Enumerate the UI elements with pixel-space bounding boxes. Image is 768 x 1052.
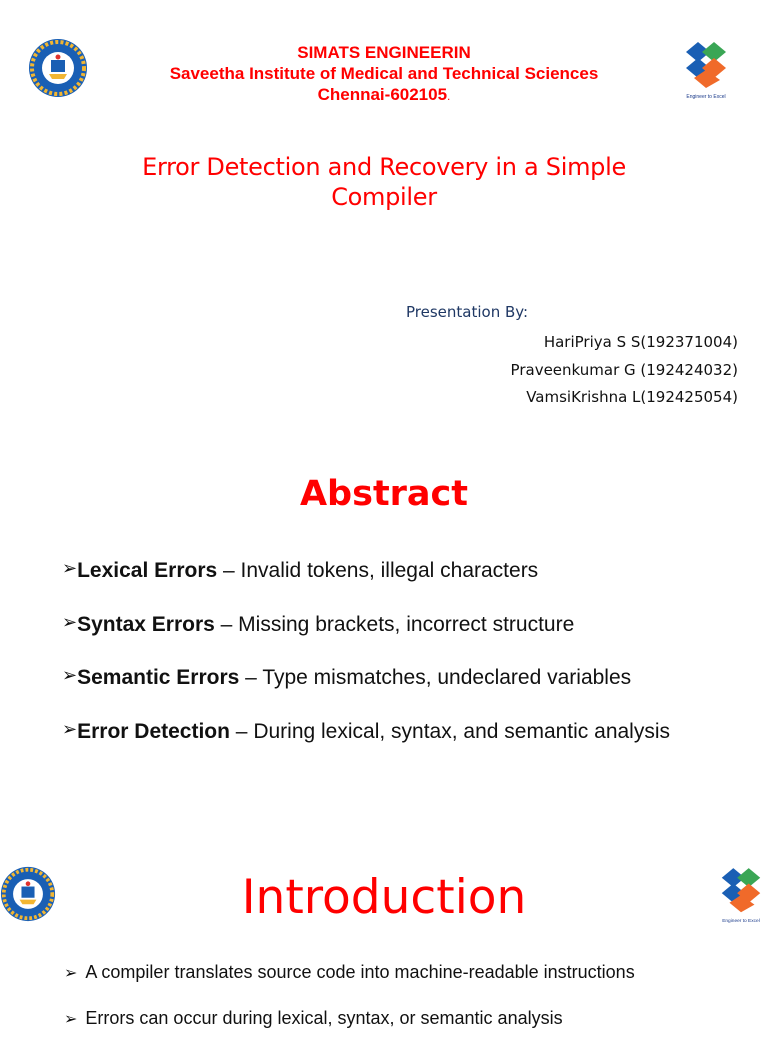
arrow-bullet-icon: ➢: [62, 611, 78, 632]
presentation-title: Error Detection and Recovery in a Simple Compiler: [142, 153, 626, 211]
abstract-item: ➢Error Detection – During lexical, syntax, and semantic analysis: [62, 718, 671, 743]
author-item: HariPriya S S(192371004): [543, 333, 738, 351]
abstract-heading: Abstract: [299, 474, 469, 514]
introduction-item: ➢ A compiler translates source code into machine-readable instructions: [64, 962, 635, 982]
abstract-item: ➢Lexical Errors – Invalid tokens, illegal characters: [62, 558, 539, 582]
institution-location: Chennai-602105.: [317, 85, 451, 104]
abstract-item: ➢Semantic Errors – Type mismatches, undeclared variables: [62, 665, 632, 689]
arrow-bullet-icon: ➢: [64, 1011, 78, 1028]
abstract-item: ➢Syntax Errors – Missing brackets, incorrect structure: [62, 611, 575, 636]
presented-by-label: Presentation By:: [406, 303, 529, 321]
arrow-bullet-icon: ➢: [64, 965, 78, 982]
introduction-item: ➢ Errors can occur during lexical, syntax, or semantic analysis: [64, 1008, 563, 1028]
sss-tagline: Engineer to Excel: [722, 918, 760, 924]
arrow-bullet-icon: ➢: [62, 718, 78, 739]
introduction-list: [64, 960, 635, 1052]
institution-name: SIMATS ENGINEERIN: [297, 43, 471, 62]
arrow-bullet-icon: ➢: [62, 558, 78, 578]
introduction-heading: Introduction: [241, 870, 527, 925]
abstract-list: [62, 556, 670, 770]
author-list: [511, 329, 738, 412]
arrow-bullet-icon: ➢: [62, 665, 78, 685]
institution-fullname: Saveetha Institute of Medical and Technical Sciences: [169, 64, 599, 83]
author-item: VamsiKrishna L(192425054): [526, 388, 738, 406]
institution-header: [0, 42, 768, 107]
sss-tagline: Engineer to Excel: [686, 94, 726, 100]
author-item: Praveenkumar G (192424032): [510, 360, 738, 379]
